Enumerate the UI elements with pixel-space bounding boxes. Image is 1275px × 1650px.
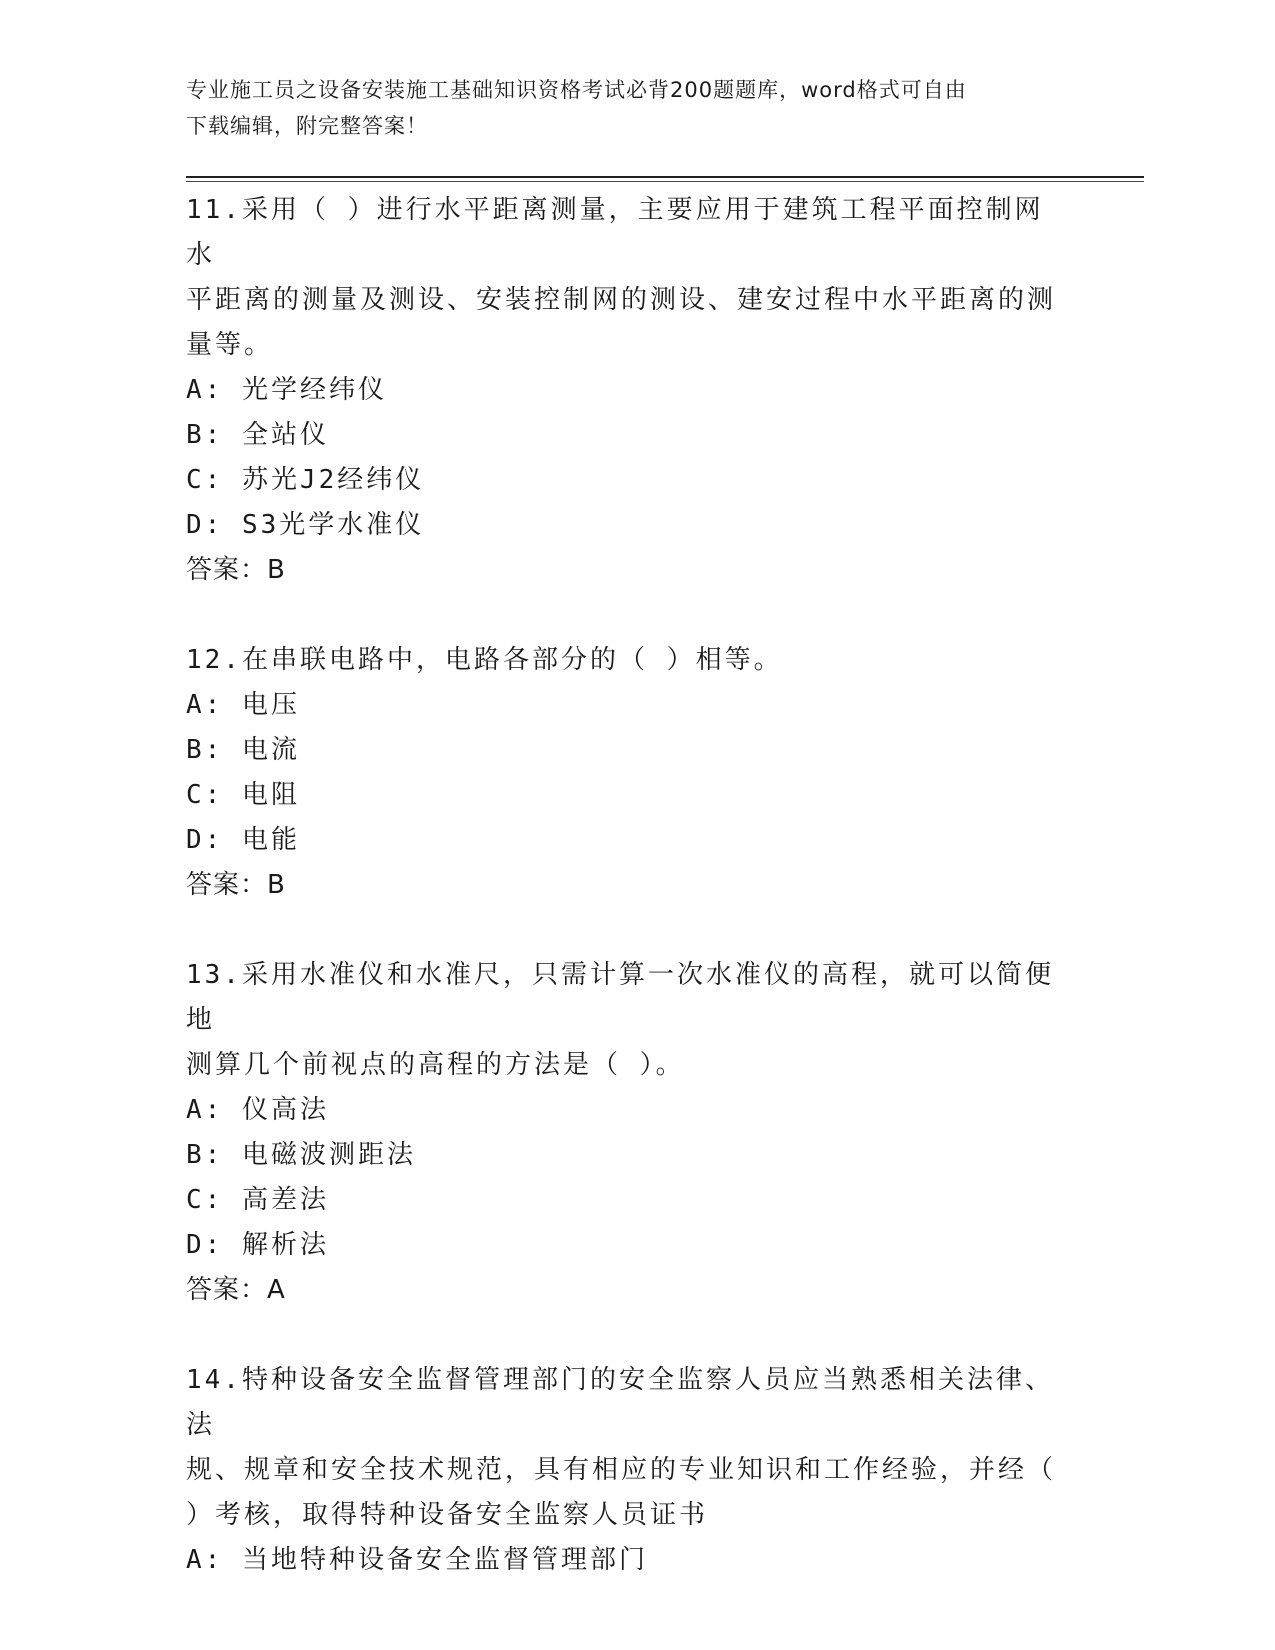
option-b: B: 全站仪 [186,420,329,450]
option-c: C: 电阻 [186,780,300,810]
question-text-line: ）考核，取得特种设备安全监察人员证书 [186,1500,709,1530]
option-a: A: 当地特种设备安全监督管理部门 [186,1545,648,1575]
question-text-line: 13.采用水准仪和水准尺，只需计算一次水准仪的高程，就可以简便地 [186,960,1054,1035]
question-text-line: 平距离的测量及测设、安装控制网的测设、建安过程中水平距离的测 [186,285,1057,315]
option-c: C: 苏光J2经纬仪 [186,465,425,495]
option-d: D: 解析法 [186,1230,329,1260]
option-b: B: 电磁波测距法 [186,1140,416,1170]
option-d: D: 电能 [186,825,300,855]
question-text-line: 规、规章和安全技术规范，具有相应的专业知识和工作经验，并经（ [186,1455,1057,1485]
question-spacer [186,1313,1066,1358]
option-b: B: 电流 [186,735,300,765]
question-text-line: 量等。 [186,330,274,360]
answer-line: 答案：B [186,870,286,900]
question-text-line: 测算几个前视点的高程的方法是（ ）。 [186,1050,685,1080]
question-spacer [186,593,1066,638]
answer-line: 答案：B [186,555,286,585]
question-list [186,188,1066,1583]
header-line-1: 专业施工员之设备安装施工基础知识资格考试必背200题题库，word格式可自由 [186,78,967,102]
question-12 [186,638,1066,908]
option-c: C: 高差法 [186,1185,329,1215]
answer-line: 答案：A [186,1275,286,1305]
question-14 [186,1358,1066,1583]
header-divider-thin [186,181,1144,182]
header-line-2: 下载编辑，附完整答案！ [186,114,428,138]
document-header [186,72,1066,144]
question-text-line: 12.在串联电路中，电路各部分的（ ）相等。 [186,645,783,675]
option-a: A: 电压 [186,690,300,720]
option-a: A: 光学经纬仪 [186,375,387,405]
question-spacer [186,908,1066,953]
option-a: A: 仪高法 [186,1095,329,1125]
question-text-line: 14.特种设备安全监督管理部门的安全监察人员应当熟悉相关法律、法 [186,1365,1054,1440]
question-13 [186,953,1066,1313]
question-text-line: 11.采用（ ）进行水平距离测量，主要应用于建筑工程平面控制网水 [186,195,1044,270]
option-d: D: S3光学水准仪 [186,510,425,540]
header-divider-thick [186,176,1144,178]
question-11 [186,188,1066,593]
